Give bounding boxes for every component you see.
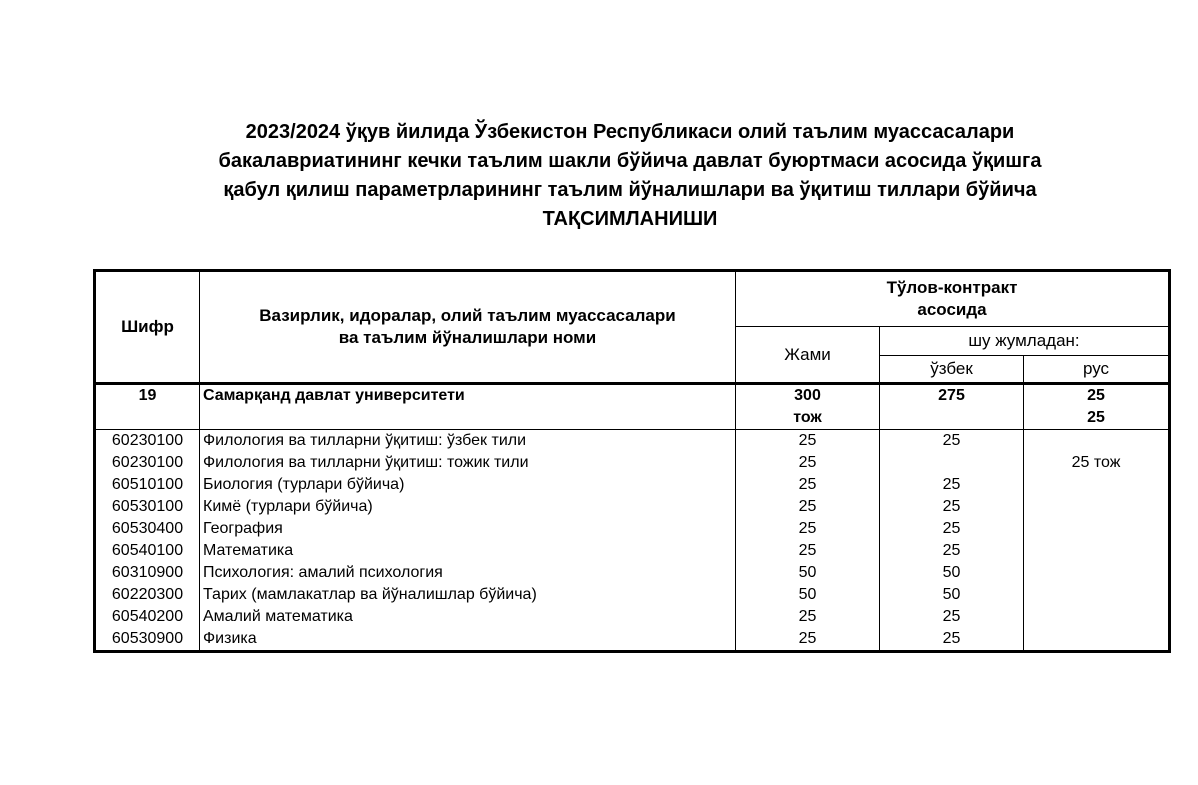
row-total: 25 bbox=[736, 452, 880, 474]
table-row bbox=[95, 496, 1170, 518]
university-uzbek-empty bbox=[880, 407, 1024, 430]
table-row bbox=[95, 452, 1170, 474]
university-total: 300 bbox=[736, 384, 880, 408]
header-contract bbox=[736, 271, 1170, 327]
row-code: 60510100 bbox=[95, 474, 200, 496]
row-code: 60530100 bbox=[95, 496, 200, 518]
table-row bbox=[95, 606, 1170, 628]
row-russian bbox=[1024, 518, 1170, 540]
row-name: Филология ва тилларни ўқитиш: тожик тили bbox=[200, 452, 736, 474]
university-subrow bbox=[95, 407, 1170, 430]
table-row bbox=[95, 540, 1170, 562]
row-uzbek: 25 bbox=[880, 430, 1024, 453]
header-name-line-1: Вазирлик, идоралар, олий таълим муассасалари bbox=[259, 306, 676, 325]
header-total bbox=[736, 327, 880, 384]
header-russian-label: рус bbox=[1082, 359, 1110, 378]
row-russian bbox=[1024, 628, 1170, 652]
quota-table bbox=[93, 269, 1168, 651]
university-code: 19 bbox=[95, 384, 200, 408]
row-russian bbox=[1024, 584, 1170, 606]
university-russian: 25 bbox=[1024, 384, 1170, 408]
table-row bbox=[95, 628, 1170, 652]
title-line-1: 2023/2024 ўқув йилида Ўзбекистон Республикаси олий таълим муассасалари bbox=[245, 121, 1015, 143]
row-code: 60530900 bbox=[95, 628, 200, 652]
row-name: География bbox=[200, 518, 736, 540]
row-total: 25 bbox=[736, 496, 880, 518]
header-uzbek bbox=[880, 356, 1024, 384]
header-contract-line-2: асосида bbox=[917, 300, 987, 319]
header-code bbox=[95, 271, 200, 384]
row-code: 60540200 bbox=[95, 606, 200, 628]
row-russian bbox=[1024, 430, 1170, 453]
row-code: 60530400 bbox=[95, 518, 200, 540]
row-code: 60230100 bbox=[95, 452, 200, 474]
row-russian: 25 тож bbox=[1024, 452, 1170, 474]
row-russian bbox=[1024, 606, 1170, 628]
university-total-sub: тож bbox=[736, 407, 880, 430]
university-code-empty bbox=[95, 407, 200, 430]
header-name-line-2: ва таълим йўналишлари номи bbox=[338, 328, 597, 347]
header-code-label: Шифр bbox=[121, 317, 174, 336]
row-code: 60310900 bbox=[95, 562, 200, 584]
row-code: 60540100 bbox=[95, 540, 200, 562]
row-uzbek: 25 bbox=[880, 474, 1024, 496]
university-name-empty bbox=[200, 407, 736, 430]
header-including bbox=[880, 327, 1170, 356]
row-uzbek bbox=[880, 452, 1024, 474]
university-row bbox=[95, 384, 1170, 408]
title-line-4: ТАҚСИМЛАНИШИ bbox=[542, 208, 718, 230]
row-total: 25 bbox=[736, 474, 880, 496]
row-russian bbox=[1024, 540, 1170, 562]
table-row bbox=[95, 584, 1170, 606]
row-uzbek: 25 bbox=[880, 606, 1024, 628]
row-name: Физика bbox=[200, 628, 736, 652]
header-russian bbox=[1024, 356, 1170, 384]
university-uzbek: 275 bbox=[880, 384, 1024, 408]
table-row bbox=[95, 562, 1170, 584]
table-row bbox=[95, 474, 1170, 496]
row-russian bbox=[1024, 562, 1170, 584]
university-russian-sub: 25 bbox=[1024, 407, 1170, 430]
row-name: Тарих (мамлакатлар ва йўналишлар бўйича) bbox=[200, 584, 736, 606]
title-line-2: бакалавриатининг кечки таълим шакли бўйича давлат буюртмаси асосида ўқишга bbox=[218, 150, 1042, 172]
title-line-3: қабул қилиш параметрларининг таълим йўналишлари ва ўқитиш тиллари бўйича bbox=[223, 179, 1037, 201]
row-name: Филология ва тилларни ўқитиш: ўзбек тили bbox=[200, 430, 736, 453]
document-title bbox=[100, 118, 1160, 234]
row-name: Биология (турлари бўйича) bbox=[200, 474, 736, 496]
header-total-label: Жами bbox=[784, 344, 831, 364]
header-uzbek-label: ўзбек bbox=[930, 359, 973, 378]
row-code: 60220300 bbox=[95, 584, 200, 606]
row-name: Амалий математика bbox=[200, 606, 736, 628]
header-name bbox=[200, 271, 736, 384]
row-total: 25 bbox=[736, 540, 880, 562]
row-total: 50 bbox=[736, 584, 880, 606]
row-code: 60230100 bbox=[95, 430, 200, 453]
row-uzbek: 50 bbox=[880, 562, 1024, 584]
row-uzbek: 50 bbox=[880, 584, 1024, 606]
row-name: Математика bbox=[200, 540, 736, 562]
table-row bbox=[95, 518, 1170, 540]
university-name: Самарқанд давлат университети bbox=[200, 384, 736, 408]
row-total: 25 bbox=[736, 628, 880, 652]
row-name: Кимё (турлари бўйича) bbox=[200, 496, 736, 518]
row-total: 25 bbox=[736, 430, 880, 453]
header-contract-line-1: Тўлов-контракт bbox=[886, 278, 1018, 297]
row-uzbek: 25 bbox=[880, 540, 1024, 562]
row-name: Психология: амалий психология bbox=[200, 562, 736, 584]
row-total: 25 bbox=[736, 606, 880, 628]
row-uzbek: 25 bbox=[880, 628, 1024, 652]
row-uzbek: 25 bbox=[880, 518, 1024, 540]
row-russian bbox=[1024, 496, 1170, 518]
header-including-label: шу жумладан: bbox=[968, 331, 1080, 350]
row-uzbek: 25 bbox=[880, 496, 1024, 518]
row-russian bbox=[1024, 474, 1170, 496]
row-total: 25 bbox=[736, 518, 880, 540]
row-total: 50 bbox=[736, 562, 880, 584]
table-row bbox=[95, 430, 1170, 453]
